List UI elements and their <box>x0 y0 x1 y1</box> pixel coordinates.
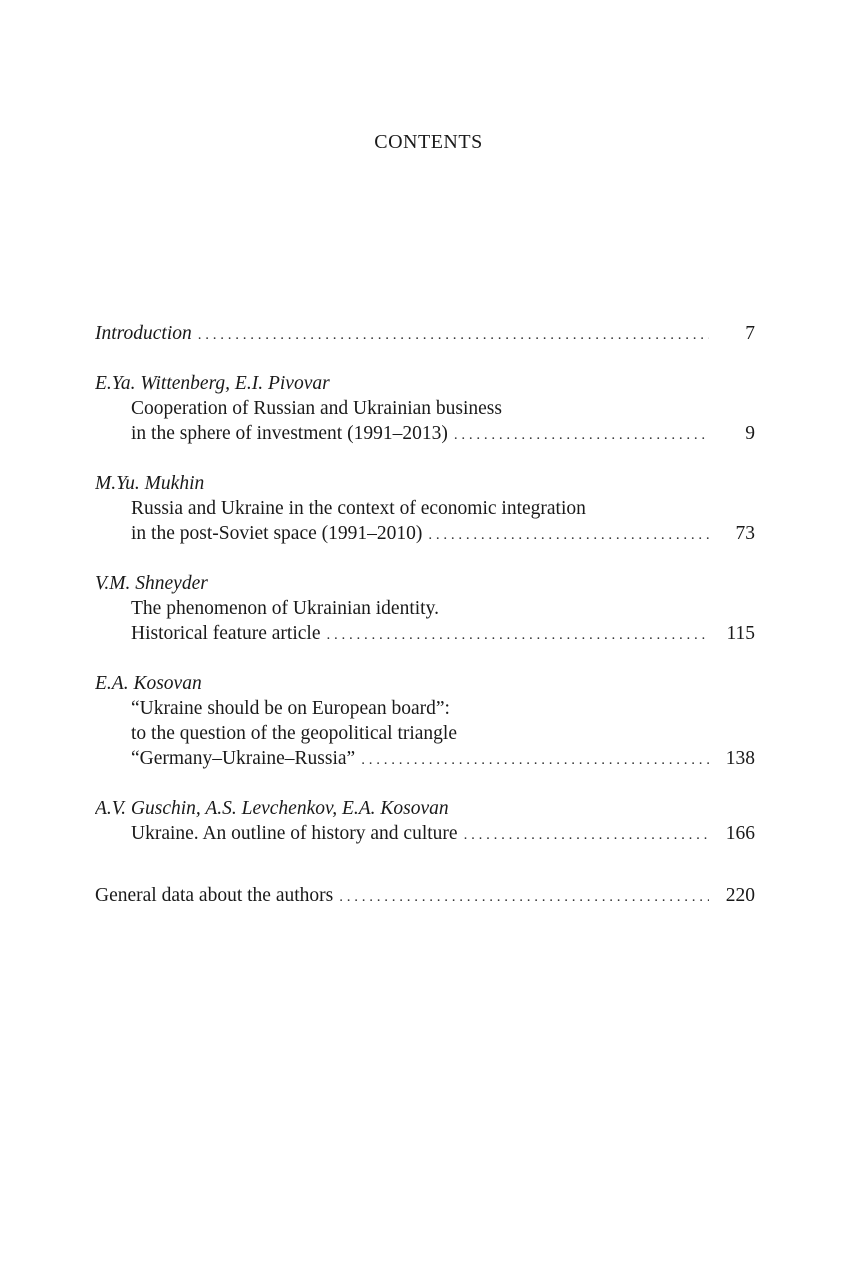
toc-authors: M.Yu. Mukhin <box>95 473 205 494</box>
toc-entry <box>95 571 755 646</box>
toc-authors-data <box>95 883 755 908</box>
toc-title-line[interactable]: in the sphere of investment (1991–2013) <box>131 423 448 444</box>
toc-authors: E.Ya. Wittenberg, E.I. Pivovar <box>95 373 330 394</box>
toc-entry-line <box>95 321 755 346</box>
toc-entry <box>95 671 755 771</box>
leader-dots <box>198 323 709 346</box>
page-title: CONTENTS <box>374 131 483 153</box>
toc-entry-line <box>95 746 755 771</box>
toc-authors: V.M. Shneyder <box>95 573 208 594</box>
toc-authors: A.V. Guschin, A.S. Levchenkov, E.A. Kosovan <box>95 798 449 819</box>
leader-dots <box>454 423 709 446</box>
toc-title-line[interactable]: Historical feature article <box>131 623 321 644</box>
toc-title-line[interactable]: Ukraine. An outline of history and culture <box>131 823 458 844</box>
toc-title-line[interactable]: “Ukraine should be on European board”: <box>131 698 450 719</box>
toc-entry-line <box>95 621 755 646</box>
toc-entry <box>95 371 755 446</box>
toc-title-line[interactable]: in the post-Soviet space (1991–2010) <box>131 523 423 544</box>
toc-page-number[interactable]: 73 <box>735 523 755 544</box>
toc-entry-title[interactable]: Introduction <box>95 323 192 344</box>
toc-page-number[interactable]: 138 <box>725 748 755 769</box>
leader-dots <box>464 823 709 846</box>
toc-entry-line <box>95 521 755 546</box>
leader-dots <box>428 523 709 546</box>
toc-title-line[interactable]: Russia and Ukraine in the context of economic integration <box>131 498 586 519</box>
toc-page-number[interactable]: 9 <box>745 423 755 444</box>
toc-page-number[interactable]: 7 <box>745 323 755 344</box>
toc-page-number[interactable]: 166 <box>725 823 755 844</box>
leader-dots <box>361 748 709 771</box>
toc-page-number[interactable]: 220 <box>725 885 755 906</box>
toc-entry-line <box>95 821 755 846</box>
toc-entry-line <box>95 883 755 908</box>
toc-title-line[interactable]: The phenomenon of Ukrainian identity. <box>131 598 439 619</box>
toc-entry <box>95 796 755 846</box>
toc-page-number[interactable]: 115 <box>726 623 755 644</box>
toc-title-line[interactable]: “Germany–Ukraine–Russia” <box>131 748 356 769</box>
leader-dots <box>339 885 709 908</box>
toc-intro <box>95 321 755 346</box>
toc-entry <box>95 471 755 546</box>
toc-title-line[interactable]: Cooperation of Russian and Ukrainian business <box>131 398 502 419</box>
toc-entry-line <box>95 421 755 446</box>
toc-entry-title[interactable]: General data about the authors <box>95 885 334 906</box>
toc-title-line[interactable]: to the question of the geopolitical triangle <box>131 723 457 744</box>
leader-dots <box>326 623 709 646</box>
toc-authors: E.A. Kosovan <box>95 673 202 694</box>
